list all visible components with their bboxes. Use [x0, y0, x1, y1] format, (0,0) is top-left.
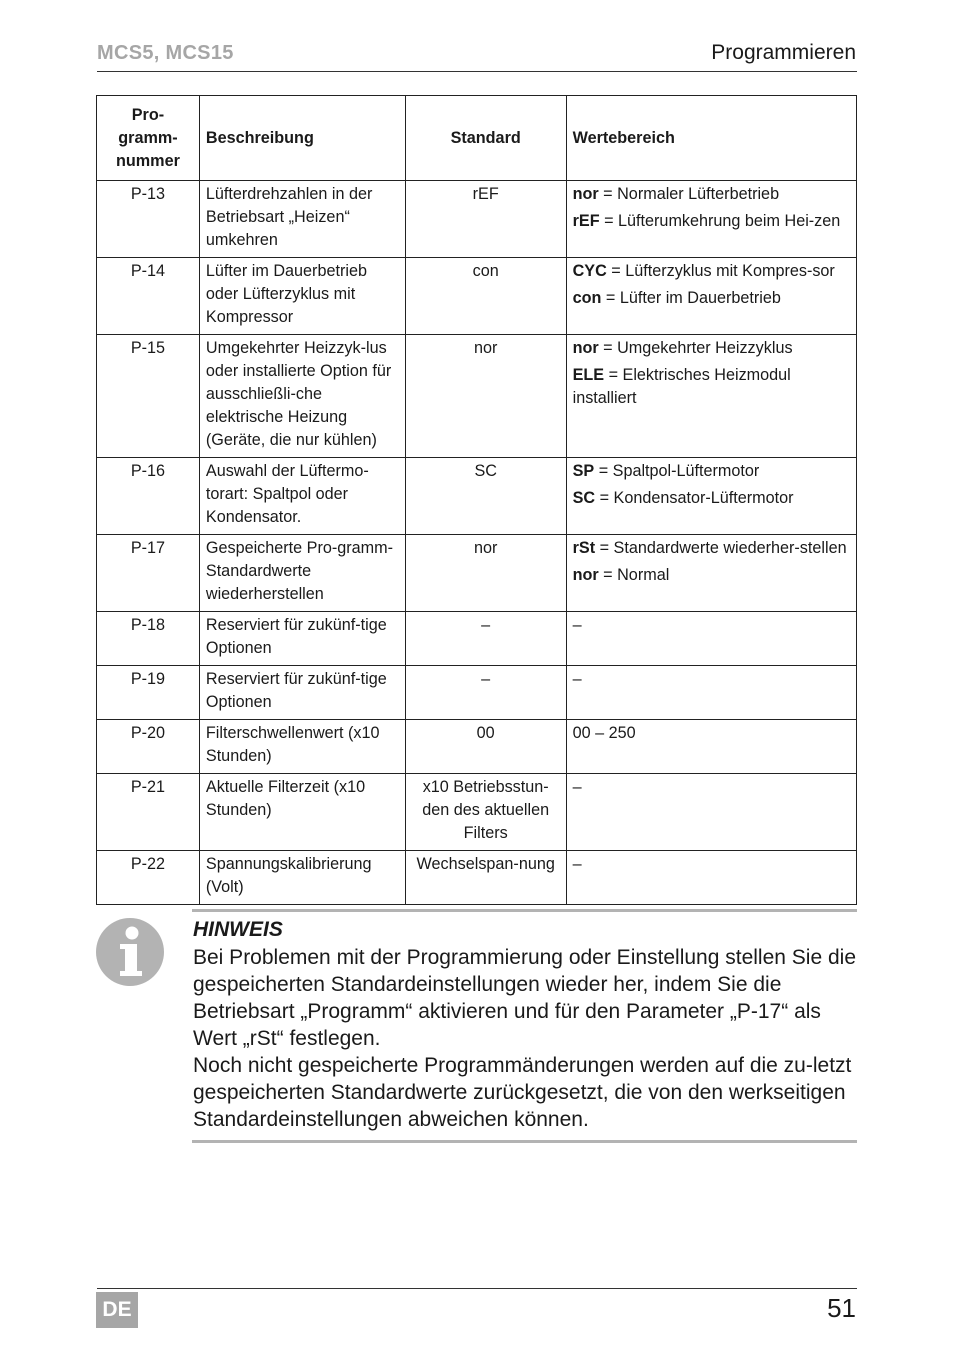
table-row [97, 181, 857, 258]
value-option [573, 614, 850, 637]
description-cell: Aktuelle Filterzeit (x10 Stunden) [199, 774, 405, 851]
value-text: – [572, 855, 582, 873]
header-rule [97, 71, 857, 72]
value-option [573, 287, 850, 310]
note-text [193, 944, 861, 1133]
description-cell: Gespeicherte Pro-gramm-Standardwerte wiederherstellen [199, 535, 405, 612]
note-rule-top [192, 909, 857, 912]
value-range-cell [566, 535, 856, 612]
value-text: = Spaltpol-Lüftermotor [594, 462, 760, 480]
standard-cell: nor [405, 335, 566, 458]
program-code-cell: P-13 [97, 181, 200, 258]
program-code-cell: P-17 [97, 535, 200, 612]
value-option [573, 487, 850, 510]
value-option [573, 564, 850, 587]
value-option [573, 183, 850, 206]
value-text: = Normal [598, 566, 670, 584]
note-paragraph: Bei Problemen mit der Programmierung oder Einstellung stellen Sie die gespeicherten Standardeinstellungen wieder her, indem Sie die Betriebsart „Programm“ aktivieren und für den Parameter „P-17“ als Wert „rSt“ festlegen. [193, 946, 856, 1050]
value-range-cell [566, 458, 856, 535]
value-key: rSt [572, 539, 596, 557]
value-range-cell [566, 666, 856, 720]
note-rule-bottom [192, 1140, 857, 1143]
note-title: HINWEIS [193, 918, 283, 941]
table-row [97, 851, 857, 905]
value-key: nor [572, 185, 599, 203]
column-header-code: Pro- gramm- nummer [97, 96, 200, 181]
info-icon [96, 918, 164, 986]
program-code-cell: P-19 [97, 666, 200, 720]
table-row [97, 666, 857, 720]
program-code-cell: P-18 [97, 612, 200, 666]
value-text: = Umgekehrter Heizzyklus [598, 339, 793, 357]
value-range-cell [566, 851, 856, 905]
program-code-cell: P-21 [97, 774, 200, 851]
value-option [573, 722, 850, 745]
note-paragraph: Noch nicht gespeicherte Programmänderungen werden auf die zu-letzt gespeicherten Standardwerte zurückgesetzt, die von den werkseitigen Standardeinstellungen abweichen können. [193, 1054, 852, 1131]
footer-rule [97, 1288, 857, 1289]
value-key: con [572, 289, 602, 307]
standard-cell: con [405, 258, 566, 335]
table-row [97, 612, 857, 666]
value-text: 00 – 250 [572, 724, 636, 742]
program-code-cell: P-20 [97, 720, 200, 774]
value-range-cell [566, 774, 856, 851]
value-text: = Kondensator-Lüftermotor [595, 489, 794, 507]
page-number: 51 [827, 1293, 856, 1323]
value-option [573, 668, 850, 691]
description-cell: Lüfter im Dauerbetrieb oder Lüfterzyklus mit Kompressor [199, 258, 405, 335]
value-option [573, 364, 850, 410]
value-text: = Standardwerte wiederher-stellen [595, 539, 847, 557]
program-code-cell: P-16 [97, 458, 200, 535]
standard-cell: rEF [405, 181, 566, 258]
value-text: – [572, 670, 582, 688]
value-text: – [572, 778, 582, 796]
table-row [97, 774, 857, 851]
standard-cell: x10 Betriebsstun-den des aktuellen Filters [405, 774, 566, 851]
value-option [573, 537, 850, 560]
value-option [573, 210, 850, 233]
description-cell: Reserviert für zukünf-tige Optionen [199, 666, 405, 720]
parameter-table [96, 95, 857, 905]
value-option [573, 460, 850, 483]
value-text: = Lüfterzyklus mit Kompres-sor [606, 262, 835, 280]
standard-cell: Wechselspan-nung [405, 851, 566, 905]
table-row [97, 458, 857, 535]
description-cell: Lüfterdrehzahlen in der Betriebsart „Heizen“ umkehren [199, 181, 405, 258]
value-text: = Elektrisches Heizmodul installiert [572, 366, 791, 407]
value-text: – [572, 616, 582, 634]
value-text: = Normaler Lüfterbetrieb [598, 185, 780, 203]
table-body [97, 181, 857, 905]
value-range-cell [566, 335, 856, 458]
table-header-row [97, 96, 857, 181]
value-key: CYC [572, 262, 607, 280]
value-range-cell [566, 258, 856, 335]
standard-cell: – [405, 666, 566, 720]
value-text: = Lüfter im Dauerbetrieb [601, 289, 781, 307]
language-badge: DE [96, 1292, 138, 1328]
value-key: nor [572, 339, 599, 357]
column-header-description: Beschreibung [199, 96, 405, 181]
value-key: rEF [572, 212, 600, 230]
table-row [97, 535, 857, 612]
description-cell: Umgekehrter Heizzyk-lus oder installierte Option für ausschließli-che elektrische Heizung (Geräte, die nur kühlen) [199, 335, 405, 458]
program-code-cell: P-22 [97, 851, 200, 905]
description-cell: Filterschwellenwert (x10 Stunden) [199, 720, 405, 774]
value-key: SP [572, 462, 595, 480]
program-code-cell: P-15 [97, 335, 200, 458]
standard-cell: – [405, 612, 566, 666]
value-option [573, 260, 850, 283]
value-key: nor [572, 566, 599, 584]
standard-cell: SC [405, 458, 566, 535]
description-cell: Reserviert für zukünf-tige Optionen [199, 612, 405, 666]
standard-cell: nor [405, 535, 566, 612]
header-product: MCS5, MCS15 [97, 42, 234, 64]
table-row [97, 335, 857, 458]
value-option [573, 776, 850, 799]
standard-cell: 00 [405, 720, 566, 774]
value-text: = Lüfterumkehrung beim Hei-zen [599, 212, 841, 230]
value-range-cell [566, 612, 856, 666]
description-cell: Spannungskalibrierung (Volt) [199, 851, 405, 905]
value-option [573, 337, 850, 360]
value-option [573, 853, 850, 876]
value-key: SC [572, 489, 596, 507]
value-key: ELE [572, 366, 605, 384]
description-cell: Auswahl der Lüftermo-torart: Spaltpol oder Kondensator. [199, 458, 405, 535]
value-range-cell [566, 720, 856, 774]
column-header-range: Wertebereich [566, 96, 856, 181]
header-section-title: Programmieren [711, 41, 856, 64]
column-header-standard: Standard [405, 96, 566, 181]
table-row [97, 720, 857, 774]
value-range-cell [566, 181, 856, 258]
program-code-cell: P-14 [97, 258, 200, 335]
table-row [97, 258, 857, 335]
note-box [96, 909, 857, 1145]
